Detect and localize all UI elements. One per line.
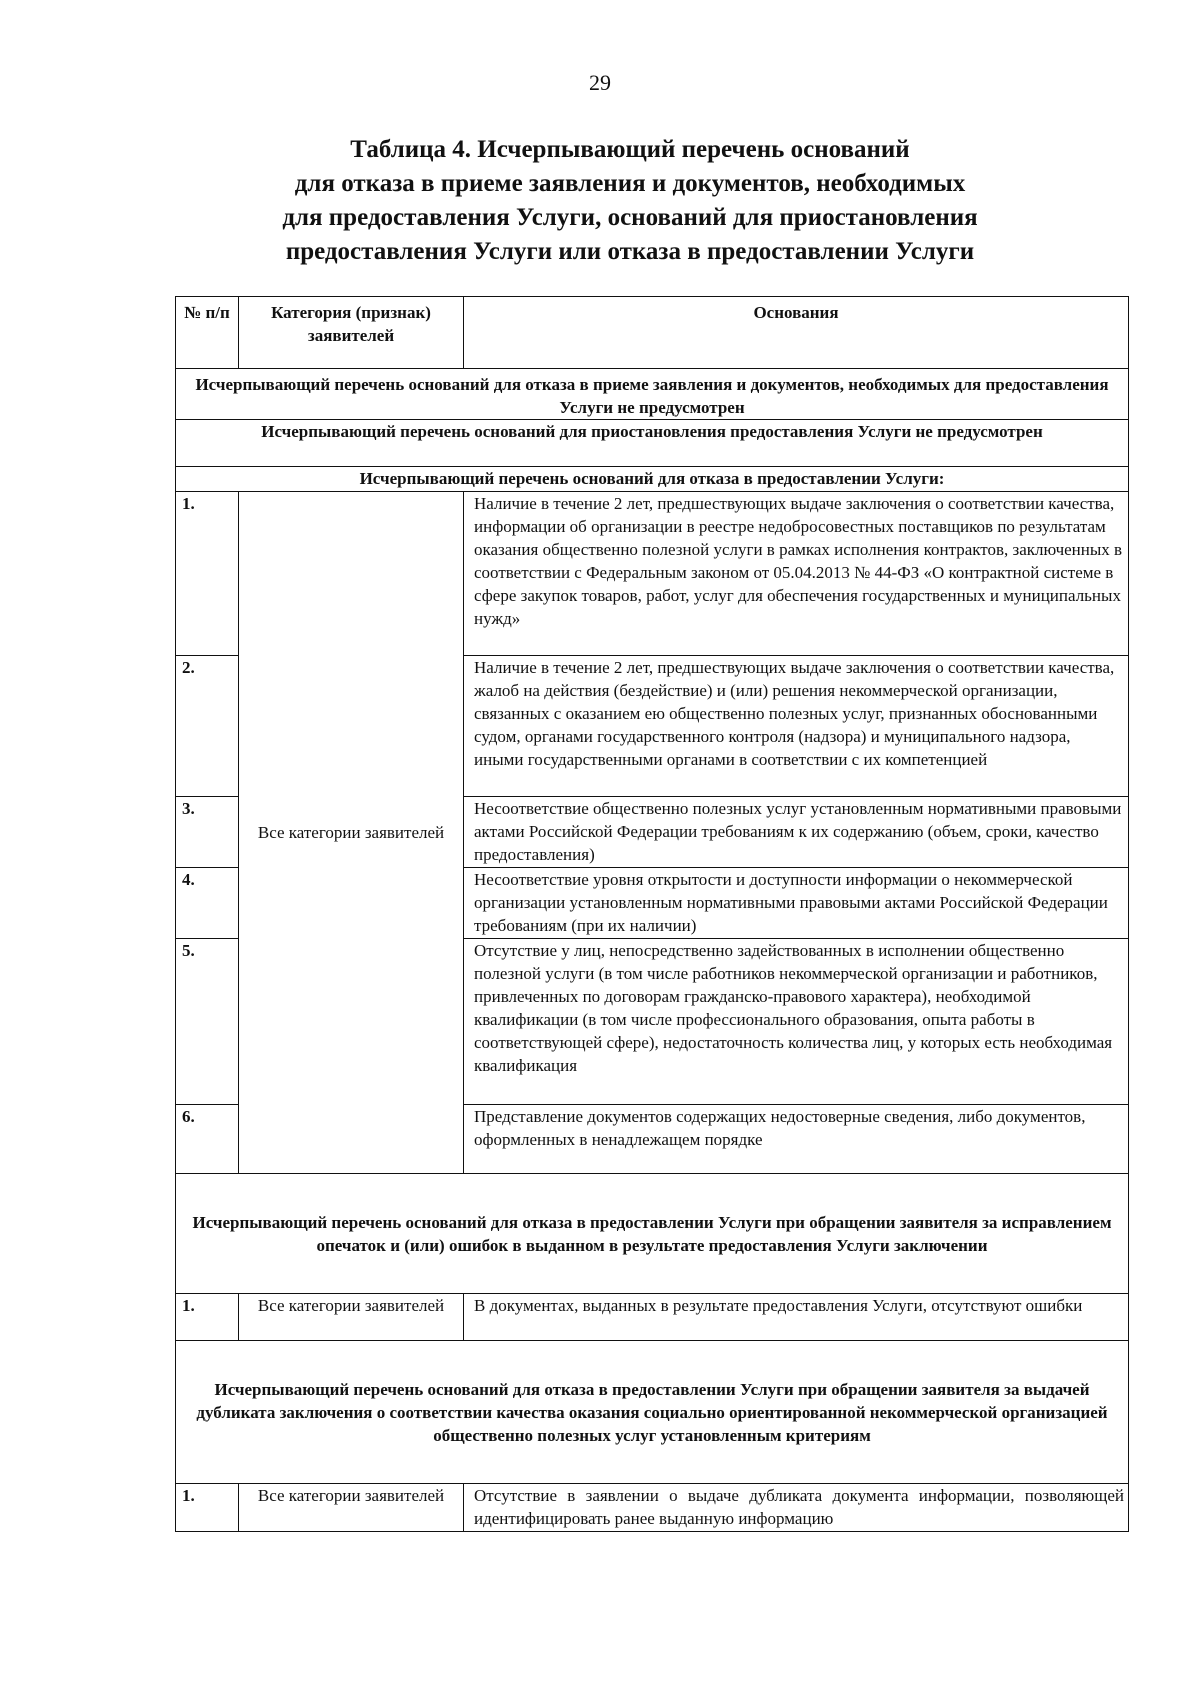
basis-cell: Наличие в течение 2 лет, предшествующих выдаче заключения о соответствии качества, жалоб на действия (бездействие) и (или) решения некоммерческой организации, связанных с оказанием ею общественно полезных услуг, признанных обоснованными судом, органами государственного контроля (надзора) и муниципального надзора, иными государственными органами в соответствии с их компетенцией bbox=[464, 656, 1129, 797]
section-heading-1: Исчерпывающий перечень оснований для отказа в приеме заявления и документов, необходимых для предоставления Услуги не предусмотрен bbox=[176, 369, 1129, 420]
section-heading-2: Исчерпывающий перечень оснований для приостановления предоставления Услуги не предусмотрен bbox=[176, 420, 1129, 467]
section-row bbox=[176, 1174, 1129, 1294]
basis-cell: Несоответствие уровня открытости и доступности информации о некоммерческой организации установленным нормативными правовыми актами Российской Федерации требованиям (при их наличии) bbox=[464, 868, 1129, 939]
page-title bbox=[240, 133, 1020, 269]
table-row bbox=[176, 492, 1129, 656]
header-num: № п/п bbox=[176, 297, 239, 369]
row-number: 4. bbox=[176, 868, 239, 939]
category-cell: Все категории заявителей bbox=[239, 492, 464, 1174]
row-number: 1. bbox=[176, 492, 239, 656]
table-row bbox=[176, 1484, 1129, 1532]
row-number: 2. bbox=[176, 656, 239, 797]
basis-cell: Несоответствие общественно полезных услуг установленным нормативными правовыми актами Российской Федерации требованиям к их содержанию (объем, сроки, качество предоставления) bbox=[464, 797, 1129, 868]
section-heading-3: Исчерпывающий перечень оснований для отказа в предоставлении Услуги: bbox=[176, 467, 1129, 492]
row-number: 1. bbox=[176, 1484, 239, 1532]
title-line-4: предоставления Услуги или отказа в предоставлении Услуги bbox=[285, 238, 975, 265]
category-cell: Все категории заявителей bbox=[239, 1484, 464, 1532]
basis-cell: Отсутствие в заявлении о выдаче дубликата документа информации, позволяющей идентифицировать ранее выданную информацию bbox=[464, 1484, 1129, 1532]
header-category: Категория (признак) заявителей bbox=[239, 297, 464, 369]
basis-cell: Представление документов содержащих недостоверные сведения, либо документов, оформленных в ненадлежащем порядке bbox=[464, 1105, 1129, 1174]
page-number: 29 bbox=[589, 70, 611, 95]
category-cell: Все категории заявителей bbox=[239, 1294, 464, 1341]
table-row bbox=[176, 1294, 1129, 1341]
section-row bbox=[176, 369, 1129, 420]
basis-cell: Отсутствие у лиц, непосредственно задействованных в исполнении общественно полезной услуги (в том числе работников некоммерческой организации и работников, привлеченных по договорам гражданско-правового характера), необходимой квалификации (в том числе профессионального образования, опыта работы в соответствующей сфере), недостаточность количества лиц, у которых есть необходимая квалификация bbox=[464, 939, 1129, 1105]
section-heading-5: Исчерпывающий перечень оснований для отказа в предоставлении Услуги при обращении заявителя за выдачей дубликата заключения о соответствии качества оказания социально ориентированной некоммерческой организацией общественно полезных услуг установленным критериям bbox=[176, 1341, 1129, 1484]
title-line-2: для отказа в приеме заявления и документов, необходимых bbox=[294, 170, 966, 197]
section-heading-4: Исчерпывающий перечень оснований для отказа в предоставлении Услуги при обращении заявителя за исправлением опечаток и (или) ошибок в выданном в результате предоставления Услуги заключении bbox=[176, 1174, 1129, 1294]
title-line-3: для предоставления Услуги, оснований для приостановления bbox=[282, 204, 978, 231]
section-row bbox=[176, 420, 1129, 467]
grounds-table bbox=[175, 296, 1129, 1532]
title-line-1: Таблица 4. Исчерпывающий перечень оснований bbox=[350, 136, 910, 163]
row-number: 5. bbox=[176, 939, 239, 1105]
section-row bbox=[176, 467, 1129, 492]
row-number: 1. bbox=[176, 1294, 239, 1341]
header-row bbox=[176, 297, 1129, 369]
row-number: 6. bbox=[176, 1105, 239, 1174]
header-basis: Основания bbox=[464, 297, 1129, 369]
basis-cell: В документах, выданных в результате предоставления Услуги, отсутствуют ошибки bbox=[464, 1294, 1129, 1341]
row-number: 3. bbox=[176, 797, 239, 868]
section-row bbox=[176, 1341, 1129, 1484]
basis-cell: Наличие в течение 2 лет, предшествующих выдаче заключения о соответствии качества, информации об организации в реестре недобросовестных поставщиков по результатам оказания общественно полезной услуги в рамках исполнения контрактов, заключенных в соответствии с Федеральным законом от 05.04.2013 № 44-ФЗ «О контрактной системе в сфере закупок товаров, работ, услуг для обеспечения государственных и муниципальных нужд» bbox=[464, 492, 1129, 656]
